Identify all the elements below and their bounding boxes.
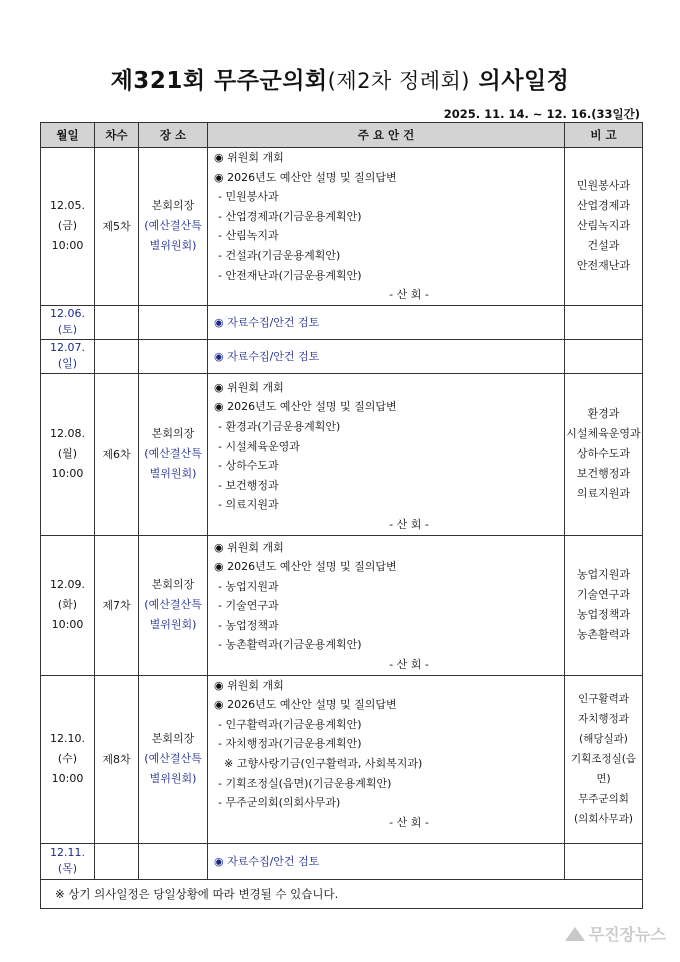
weekday-text: (수) xyxy=(57,752,78,766)
table-row xyxy=(41,675,643,843)
agenda-item: - 의료지원과 xyxy=(218,498,279,512)
agenda-item: ◉ 위원회 개회 xyxy=(214,678,284,692)
watermark-text: 무진장뉴스 xyxy=(588,925,666,944)
remarks-cell xyxy=(565,305,643,339)
place-cell xyxy=(139,843,208,879)
date-cell xyxy=(41,373,95,535)
agenda-item: - 환경과(기금운용계획안) xyxy=(218,419,341,433)
time-text: 10:00 xyxy=(51,772,84,786)
agenda-item: - 농업지원과 xyxy=(218,579,279,593)
remark-item: 기술연구과 xyxy=(576,588,631,602)
place-sub: (예산결산특 xyxy=(144,447,202,461)
remark-item: 건설과 xyxy=(587,239,620,253)
remark-item: (해당실과) xyxy=(579,733,628,746)
place-sub: 별위원회) xyxy=(149,239,197,253)
remark-item: 농업정책과 xyxy=(576,608,631,622)
remark-item: 의료지원과 xyxy=(576,487,631,501)
session-period: 2025. 11. 14. ~ 12. 16.(33일간) xyxy=(443,107,640,121)
remark-item: 상하수도과 xyxy=(576,447,631,461)
date-text: 12.10. xyxy=(50,732,85,746)
weekday-text: (월) xyxy=(57,447,78,461)
agenda-cell: ◉ 자료수집/안건 검토 xyxy=(208,339,565,373)
place-sub: 별위원회) xyxy=(149,467,197,481)
weekday-text: (목) xyxy=(57,862,78,876)
date-cell xyxy=(41,339,95,373)
remark-item: 농촌활력과 xyxy=(576,628,631,642)
remark-item: 자치행정과 xyxy=(578,713,629,726)
header-date: 월일 xyxy=(41,123,95,148)
place-cell xyxy=(139,373,208,535)
header-place: 장 소 xyxy=(139,123,208,148)
remark-item: 환경과 xyxy=(587,407,620,421)
agenda-item: - 자치행정과(기금운용계획안) xyxy=(218,737,362,751)
header-agenda: 주 요 안 건 xyxy=(208,123,565,148)
agenda-cell xyxy=(208,373,565,535)
agenda-item: - 농촌활력과(기금운용계획안) xyxy=(218,638,362,652)
remark-item: 농업지원과 xyxy=(576,568,631,582)
place-cell xyxy=(139,339,208,373)
remark-item: 무주군의회 xyxy=(578,793,629,806)
title-sub: (제2차 정례회) xyxy=(327,69,470,93)
header-remarks: 비 고 xyxy=(565,123,643,148)
agenda-item: - 안전재난과(기금운용계획안) xyxy=(218,268,362,282)
date-cell xyxy=(41,843,95,879)
watermark xyxy=(565,922,666,945)
agenda-item: - 무주군의회(의회사무과) xyxy=(218,796,341,810)
remark-item: 안전재난과 xyxy=(576,259,631,273)
date-cell xyxy=(41,305,95,339)
agenda-item: ◉ 위원회 개회 xyxy=(214,540,284,554)
schedule-table xyxy=(40,122,643,909)
closing-text: - 산 회 - xyxy=(389,658,429,672)
agenda-cell xyxy=(208,675,565,843)
place-main: 본회의장 xyxy=(151,199,195,213)
agenda-item: ◉ 2026년도 예산안 설명 및 질의답변 xyxy=(214,698,397,712)
agenda-item: - 상하수도과 xyxy=(218,459,279,473)
date-text: 12.06. xyxy=(50,307,85,321)
header-session: 차수 xyxy=(95,123,139,148)
footnote-row xyxy=(41,879,643,908)
table-row xyxy=(41,373,643,535)
place-sub: (예산결산특 xyxy=(144,598,202,612)
table-row xyxy=(41,148,643,306)
title-tail: 의사일정 xyxy=(470,68,570,94)
time-text: 10:00 xyxy=(51,239,84,253)
agenda-item: ◉ 2026년도 예산안 설명 및 질의답변 xyxy=(214,400,397,414)
agenda-item: - 건설과(기금운용계획안) xyxy=(218,248,341,262)
remark-item: 산업경제과 xyxy=(576,199,631,213)
place-sub: (예산결산특 xyxy=(144,219,202,233)
session-cell: 제5차 xyxy=(95,148,139,306)
date-cell xyxy=(41,535,95,675)
agenda-item: - 민원봉사과 xyxy=(218,190,279,204)
place-cell xyxy=(139,675,208,843)
weekday-text: (화) xyxy=(57,598,78,612)
remark-item: 산림녹지과 xyxy=(576,219,631,233)
remarks-cell xyxy=(565,373,643,535)
agenda-item: ◉ 위원회 개회 xyxy=(214,380,284,394)
date-text: 12.11. xyxy=(50,846,85,860)
mountain-logo-icon xyxy=(565,927,585,941)
date-text: 12.05. xyxy=(50,199,85,213)
closing-text: - 산 회 - xyxy=(389,815,429,829)
date-text: 12.09. xyxy=(50,578,85,592)
agenda-item: - 산업경제과(기금운용계획안) xyxy=(218,209,362,223)
session-cell xyxy=(95,339,139,373)
agenda-item: - 인구활력과(기금운용계획안) xyxy=(218,717,362,731)
weekday-text: (토) xyxy=(57,323,78,337)
remark-item: 민원봉사과 xyxy=(576,179,631,193)
time-text: 10:00 xyxy=(51,618,84,632)
session-cell xyxy=(95,843,139,879)
table-row xyxy=(41,535,643,675)
agenda-item: - 시설체육운영과 xyxy=(218,439,300,453)
agenda-item: ◉ 2026년도 예산안 설명 및 질의답변 xyxy=(214,170,397,184)
place-sub: 별위원회) xyxy=(149,618,197,632)
place-main: 본회의장 xyxy=(151,427,195,441)
agenda-note: ※ 고향사랑기금(인구활력과, 사회복지과) xyxy=(224,757,423,771)
remarks-cell xyxy=(565,339,643,373)
remarks-cell xyxy=(565,535,643,675)
agenda-cell xyxy=(208,148,565,306)
agenda-cell xyxy=(208,535,565,675)
table-row xyxy=(41,843,643,879)
agenda-cell: ◉ 자료수집/안건 검토 xyxy=(208,843,565,879)
agenda-item: - 농업정책과 xyxy=(218,618,279,632)
agenda-item: ◉ 2026년도 예산안 설명 및 질의답변 xyxy=(214,560,397,574)
place-sub: (예산결산특 xyxy=(144,752,202,766)
agenda-item: - 기획조정실(읍면)(기금운용계획안) xyxy=(218,776,392,790)
weekday-text: (일) xyxy=(57,357,78,371)
session-cell: 제8차 xyxy=(95,675,139,843)
remarks-cell xyxy=(565,675,643,843)
session-cell: 제6차 xyxy=(95,373,139,535)
place-main: 본회의장 xyxy=(151,578,195,592)
remarks-cell xyxy=(565,843,643,879)
agenda-item: - 산림녹지과 xyxy=(218,229,279,243)
agenda-item: - 기술연구과 xyxy=(218,599,279,613)
document-title xyxy=(0,62,680,95)
date-text: 12.08. xyxy=(50,427,85,441)
title-main: 제321회 무주군의회 xyxy=(110,68,328,94)
agenda-item: - 보건행정과 xyxy=(218,478,279,492)
table-row xyxy=(41,305,643,339)
remarks-cell xyxy=(565,148,643,306)
agenda-cell: ◉ 자료수집/안건 검토 xyxy=(208,305,565,339)
place-main: 본회의장 xyxy=(151,732,195,746)
remark-item: 인구활력과 xyxy=(578,693,629,706)
place-sub: 별위원회) xyxy=(149,772,197,786)
table-header-row xyxy=(41,123,643,148)
table-row xyxy=(41,339,643,373)
time-text: 10:00 xyxy=(51,467,84,481)
weekday-text: (금) xyxy=(57,219,78,233)
remark-item: 기획조정실(읍면) xyxy=(571,753,636,786)
session-cell: 제7차 xyxy=(95,535,139,675)
footnote: ※ 상기 의사일정은 당일상황에 따라 변경될 수 있습니다. xyxy=(41,879,643,908)
session-cell xyxy=(95,305,139,339)
place-cell xyxy=(139,535,208,675)
place-cell xyxy=(139,148,208,306)
remark-item: 보건행정과 xyxy=(576,467,631,481)
place-cell xyxy=(139,305,208,339)
closing-text: - 산 회 - xyxy=(389,288,429,302)
agenda-item: ◉ 위원회 개회 xyxy=(214,151,284,164)
remark-item: 시설체육운영과 xyxy=(566,427,641,441)
date-cell xyxy=(41,675,95,843)
date-text: 12.07. xyxy=(50,341,85,355)
closing-text: - 산 회 - xyxy=(389,517,429,531)
date-cell xyxy=(41,148,95,306)
remark-item: (의회사무과) xyxy=(574,813,633,826)
